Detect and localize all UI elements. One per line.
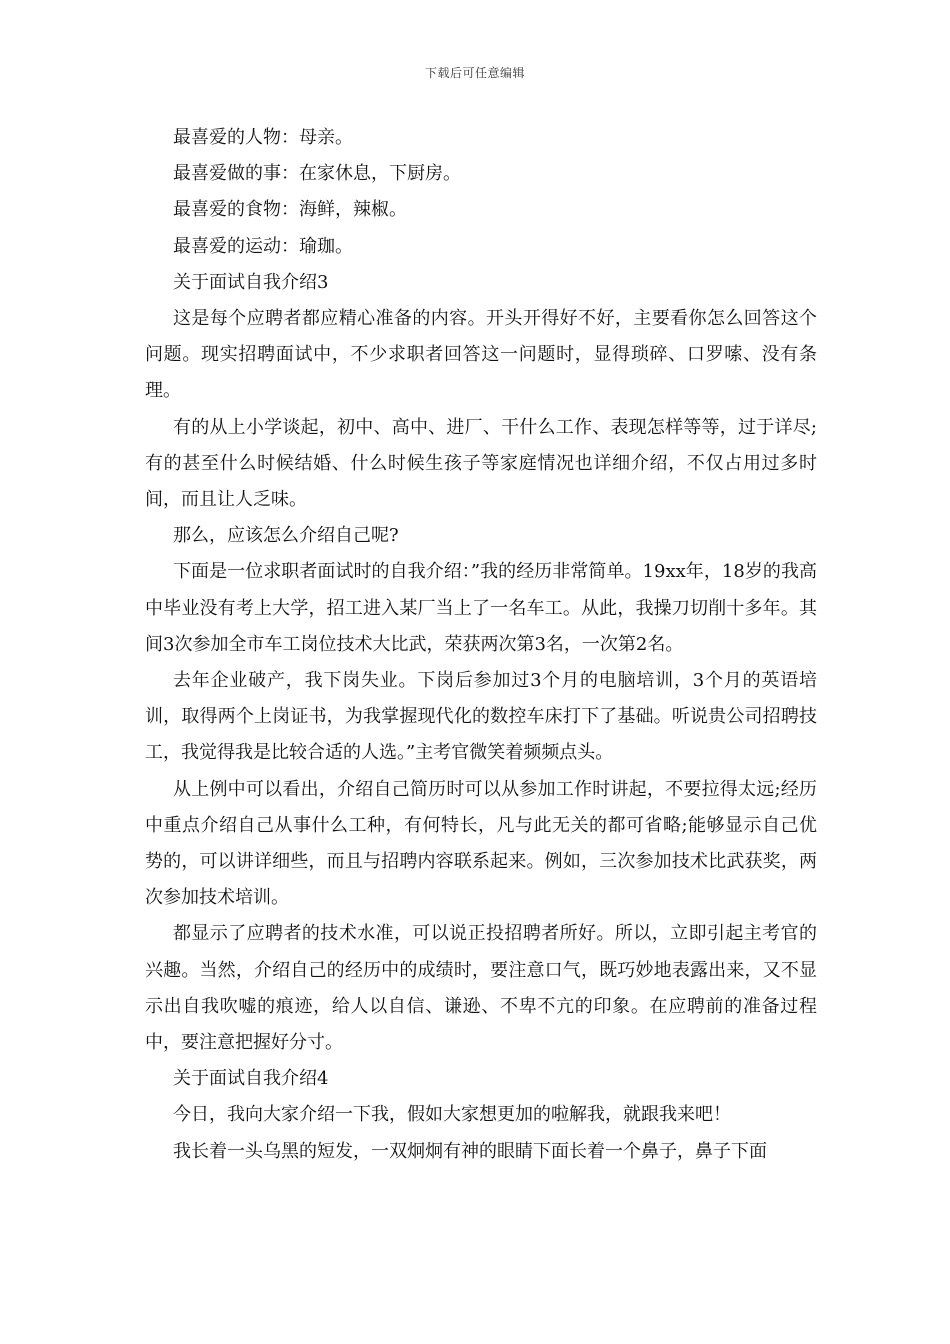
paragraph-favorite-sport: 最喜爱的运动：瑜珈。 bbox=[173, 235, 353, 257]
paragraph: 都显示了应聘者的技术水准，可以说正投招聘者所好。所以，立即引起主考官的兴趣。当然，介绍自己的经历中的成绩时，要注意口气，既巧妙地表露出来，又不显示出自我吹嘘的痕迹，给人以自信、谦逊、不卑不亢的印象。在应聘前的准备过程中，要注意把握好分寸。 bbox=[145, 923, 817, 1054]
paragraph-favorite-person: 最喜爱的人物：母亲。 bbox=[173, 127, 353, 148]
document-body bbox=[145, 120, 817, 1170]
section-heading-3: 关于面试自我介绍3 bbox=[173, 271, 329, 293]
paragraph: 今日，我向大家介绍一下我，假如大家想更加的啦解我，就跟我来吧！ bbox=[173, 1104, 731, 1126]
page-header: 下载后可任意编辑 bbox=[424, 66, 525, 80]
paragraph: 下面是一位求职者面试时的自我介绍：”我的经历非常简单。19xx年，18岁的我高中毕业没有考上大学，招工进入某厂当上了一名车工。从此，我操刀切削十多年。其间3次参加全市车工岗位技术大比武，荣获两次第3名，一次第2名。 bbox=[145, 561, 817, 655]
paragraph: 我长着一头乌黑的短发，一双炯炯有神的眼睛下面长着一个鼻子，鼻子下面 bbox=[173, 1140, 767, 1162]
paragraph: 那么，应该怎么介绍自己呢? bbox=[173, 525, 399, 547]
section-heading-4: 关于面试自我介绍4 bbox=[173, 1068, 329, 1090]
paragraph-favorite-food: 最喜爱的食物：海鲜，辣椒。 bbox=[173, 199, 407, 221]
paragraph: 从上例中可以看出，介绍自己简历时可以从参加工作时讲起，不要拉得太远;经历中重点介绍自己从事什么工种，有何特长，凡与此无关的都可省略;能够显示自己优势的，可以讲详细些，而且与招聘内容联系起来。例如，三次参加技术比武获奖，两次参加技术培训。 bbox=[145, 778, 817, 909]
paragraph: 去年企业破产，我下岗失业。下岗后参加过3个月的电脑培训，3个月的英语培训，取得两个上岗证书，为我掌握现代化的数控车床打下了基础。听说贵公司招聘技工，我觉得我是比较合适的人选。”主考官微笑着频频点头。 bbox=[145, 670, 817, 764]
paragraph: 有的从上小学谈起，初中、高中、进厂、干什么工作、表现怎样等等，过于详尽;有的甚至什么时候结婚、什么时候生孩子等家庭情况也详细介绍，不仅占用过多时间，而且让人乏味。 bbox=[145, 416, 817, 511]
paragraph-favorite-activity: 最喜爱做的事：在家休息，下厨房。 bbox=[173, 163, 461, 185]
paragraph: 这是每个应聘者都应精心准备的内容。开头开得好不好，主要看你怎么回答这个问题。现实招聘面试中，不少求职者回答这一问题时，显得琐碎、口罗嗦、没有条理。 bbox=[145, 308, 817, 402]
